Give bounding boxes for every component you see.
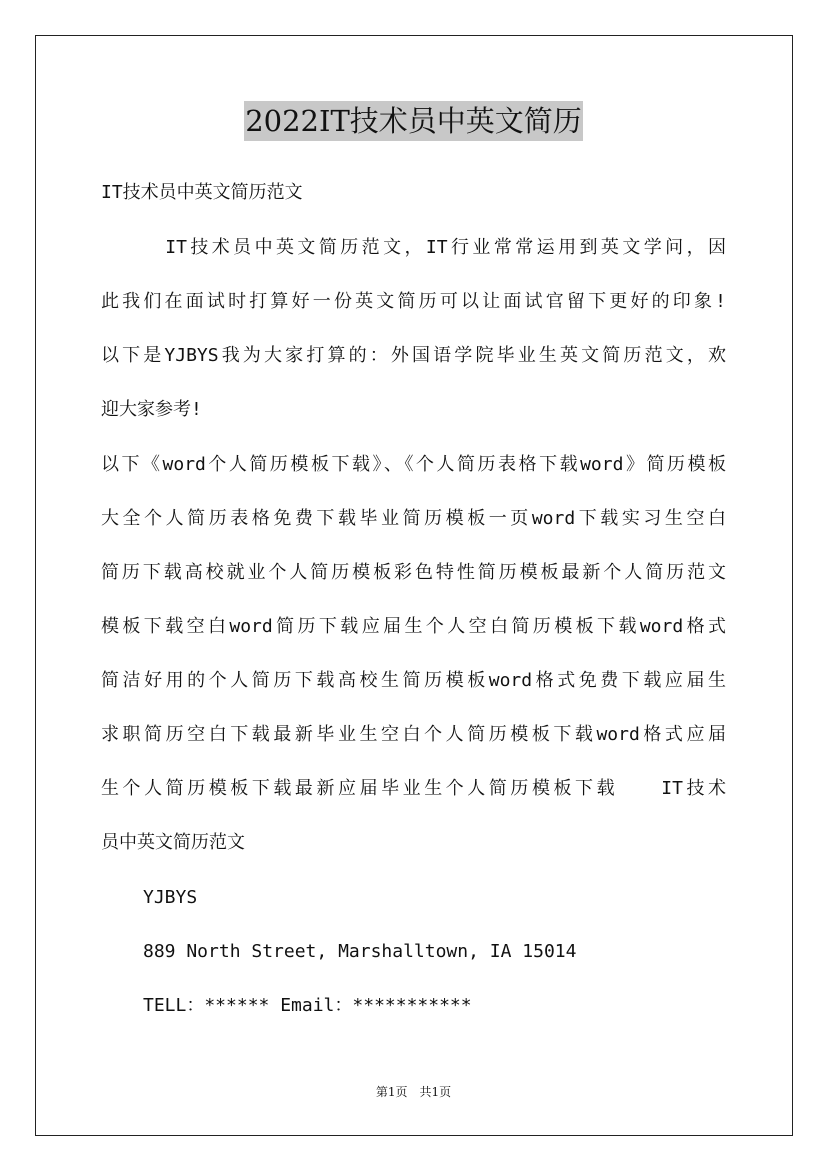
links-line-5: 简洁好用的个人简历下载高校生简历模板word格式免费下载应届生 [101,670,726,691]
links-line-8: 员中英文简历范文 [101,832,245,853]
links-line-2: 大全个人简历表格免费下载毕业简历模板一页word下载实习生空白 [101,508,726,529]
intro-line-4: 迎大家参考! [101,399,202,420]
resume-name: YJBYS [143,887,198,908]
intro-line-3: 以下是YJBYS我为大家打算的：外国语学院毕业生英文简历范文，欢 [101,345,726,366]
links-line-6: 求职简历空白下载最新毕业生空白个人简历模板下载word格式应届 [101,724,726,745]
resume-address: 889 North Street, Marshalltown, IA 15014 [143,941,577,962]
intro-line-1: IT技术员中英文简历范文，IT行业常常运用到英文学问，因 [101,237,726,258]
links-line-3: 简历下载高校就业个人简历模板彩色特性简历模板最新个人简历范文 [101,562,726,583]
subtitle: IT技术员中英文简历范文 [101,182,303,203]
links-line-1: 以下《word个人简历模板下载》、《个人简历表格下载word》简历模板 [101,454,726,475]
document-title: 2022IT技术员中英文简历 [244,101,583,141]
links-line-4: 模板下载空白word简历下载应届生个人空白简历模板下载word格式 [101,616,726,637]
intro-line-2: 此我们在面试时打算好一份英文简历可以让面试官留下更好的印象! [101,291,726,312]
links-line-7: 生个人简历模板下载最新应届毕业生个人简历模板下载 IT技术 [101,778,726,799]
page-footer: 第1页 共1页 [375,1085,452,1099]
resume-contact: TELL：****** Email：*********** [143,995,472,1016]
title-container [0,101,827,141]
